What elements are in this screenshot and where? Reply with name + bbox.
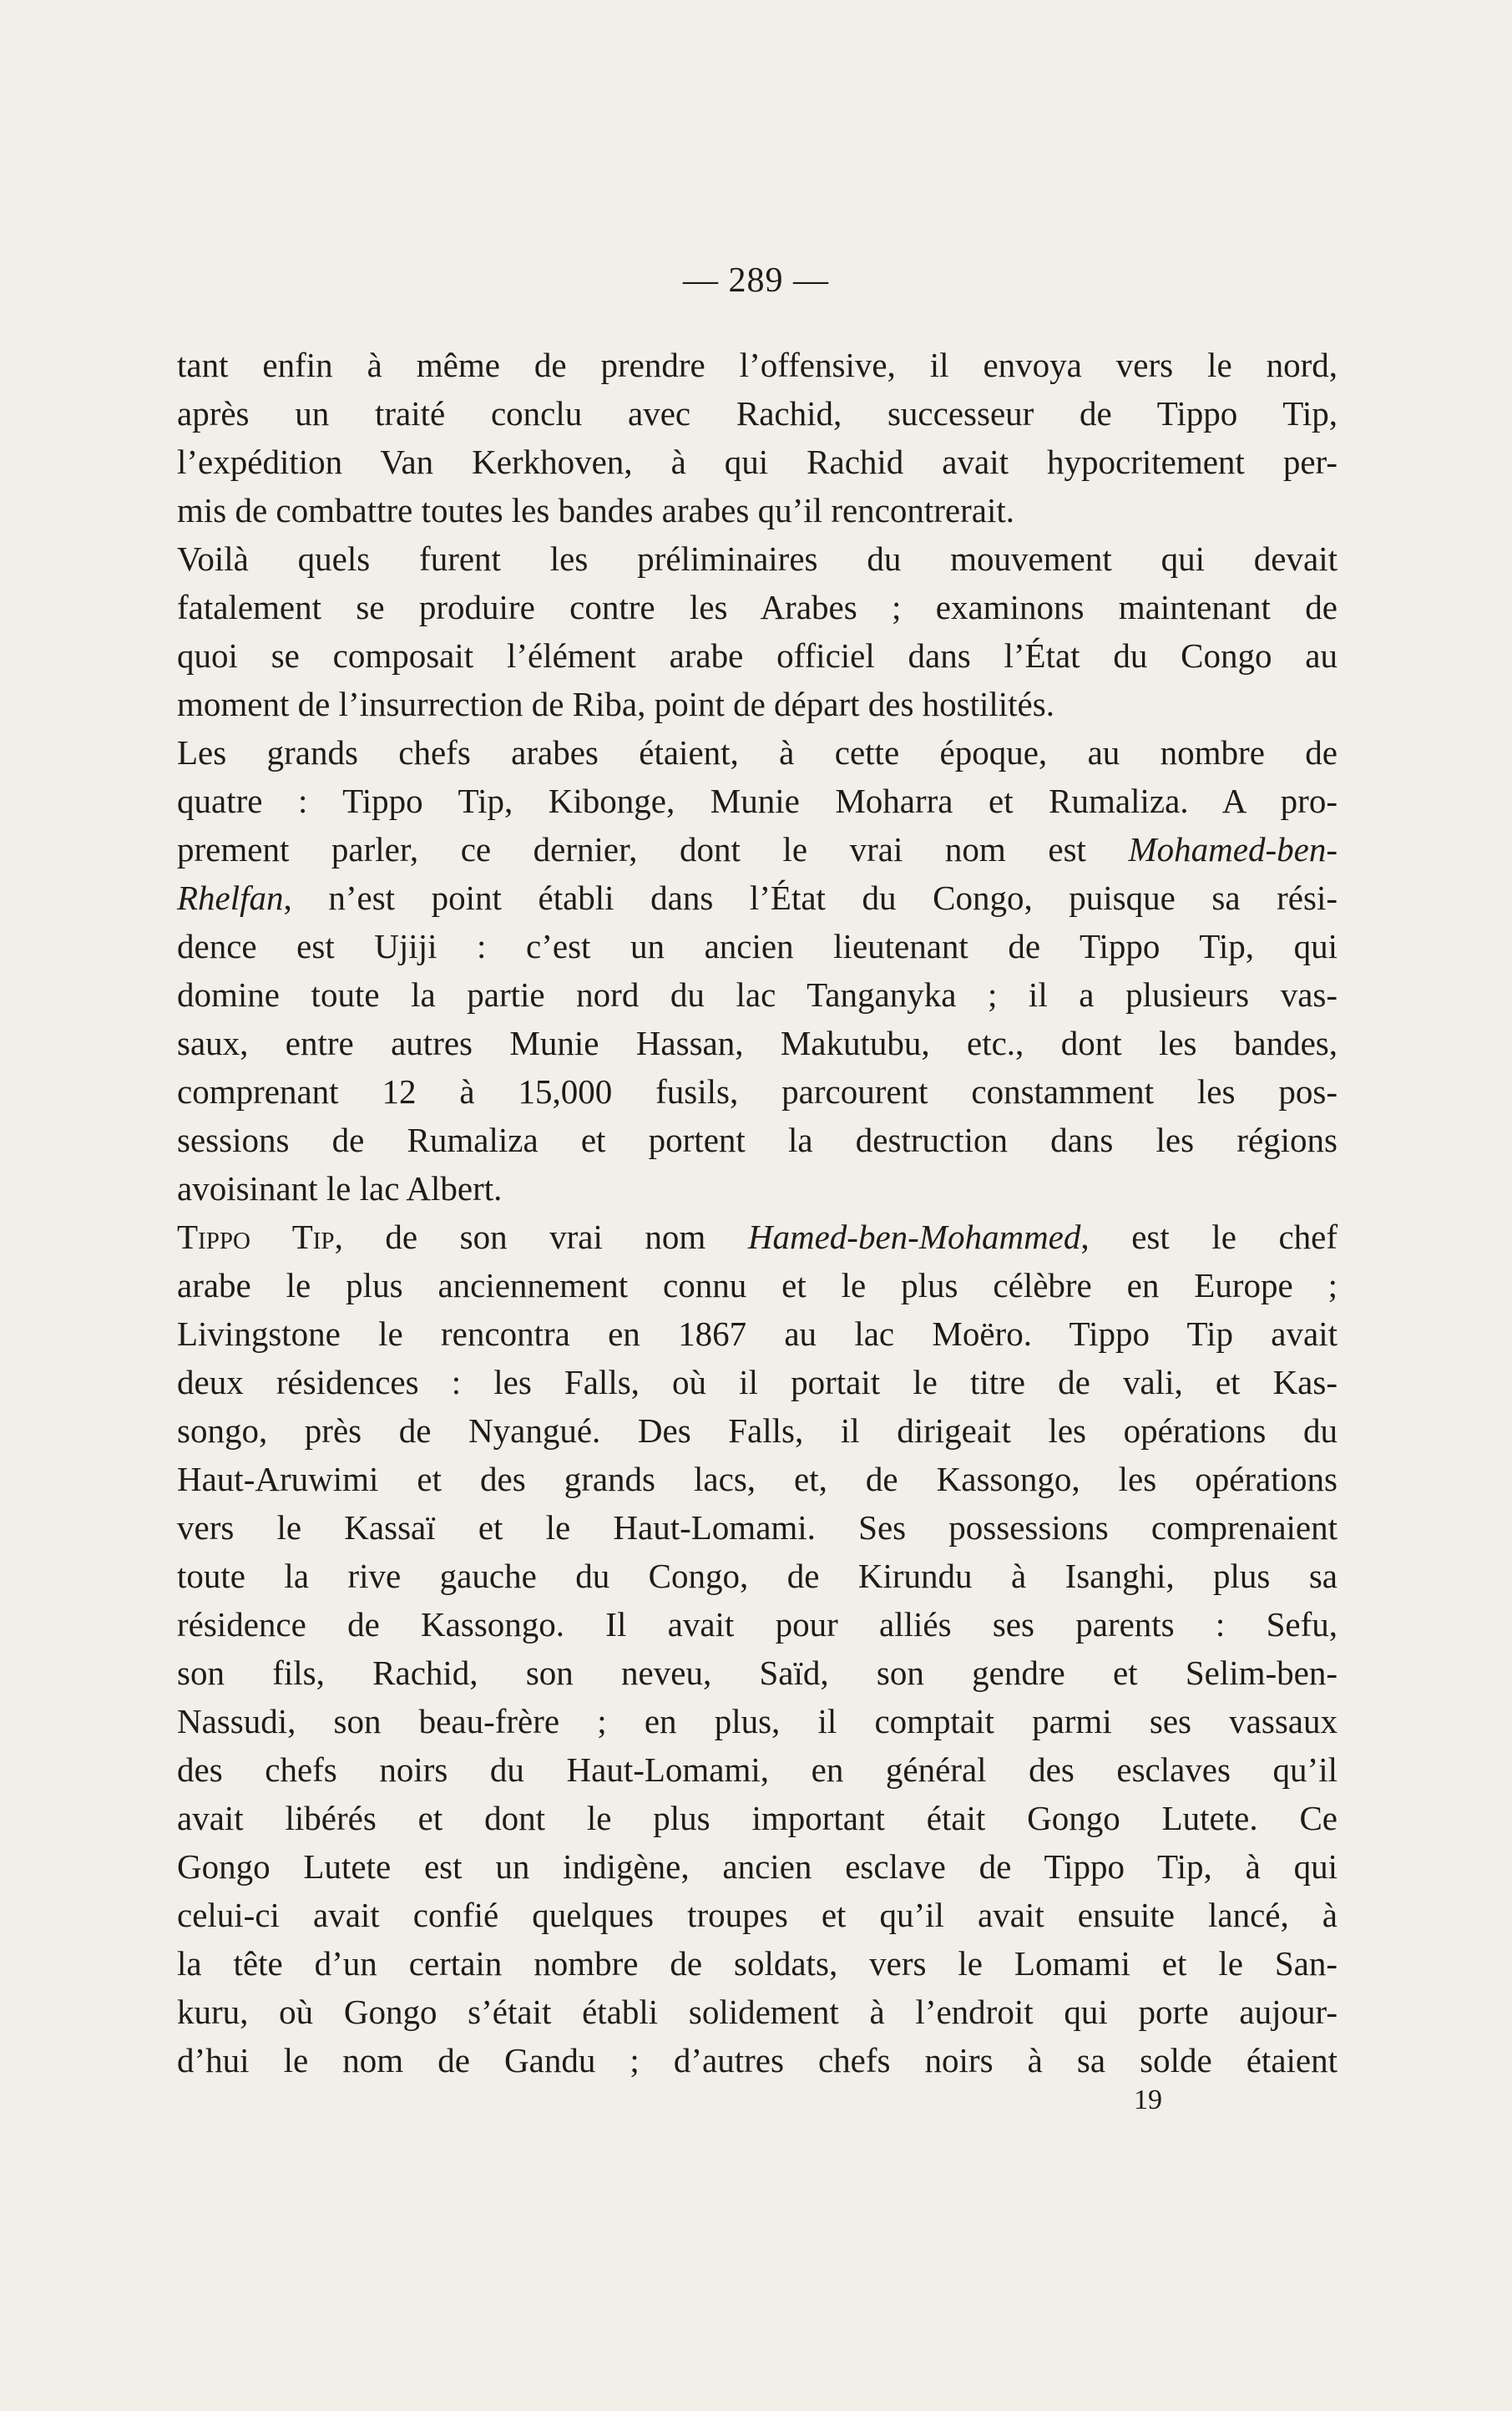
page-number: — 289 — <box>683 261 829 300</box>
text-line: vers le Kassaï et le Haut-Lomami. Ses possessions comprenaient <box>177 1508 1338 1547</box>
text-line: moment de l’insurrection de Riba, point de départ des hostilités. <box>177 685 1054 723</box>
text-line: l’expédition Van Kerkhoven, à qui Rachid avait hypocritement per- <box>177 443 1338 481</box>
text-line: comprenant 12 à 15,000 fusils, parcourent constamment les pos- <box>177 1072 1338 1111</box>
text-span: , de son vrai nom <box>334 1218 748 1256</box>
text-line <box>177 534 1338 583</box>
text-line: Haut-Aruwimi et des grands lacs, et, de Kassongo, les opérations <box>177 1460 1338 1498</box>
text-line: Gongo Lutete est un indigène, ancien esclave de Tippo Tip, à qui <box>177 1847 1338 1886</box>
italic-name: Rhelfan <box>177 879 284 917</box>
text-line: la tête d’un certain nombre de soldats, vers le Lomami et le San- <box>177 1944 1338 1983</box>
text-line <box>177 874 1338 922</box>
text-span: prement parler, ce dernier, dont le vrai nom est <box>177 830 1129 869</box>
text-line <box>177 1213 1338 1261</box>
text-line <box>177 825 1338 874</box>
text-line: tant enfin à même de prendre l’offensive, il envoya vers le nord, <box>177 346 1338 384</box>
small-caps-name: Tippo Tip <box>177 1218 335 1256</box>
text-line: mis de combattre toutes les bandes arabes qu’il rencontrerait. <box>177 491 1014 529</box>
text-line: deux résidences : les Falls, où il portait le titre de vali, et Kas- <box>177 1363 1338 1401</box>
text-line: Les grands chefs arabes étaient, à cette époque, au nombre de <box>177 733 1338 772</box>
text-line: quatre : Tippo Tip, Kibonge, Munie Moharra et Rumaliza. A pro- <box>177 782 1338 820</box>
text-line: Livingstone le rencontra en 1867 au lac Moëro. Tippo Tip avait <box>177 1314 1338 1353</box>
text-line: d’hui le nom de Gandu ; d’autres chefs noirs à sa solde étaient <box>177 2041 1338 2079</box>
text-line: avait libérés et dont le plus important était Gongo Lutete. Ce <box>177 1799 1338 1837</box>
italic-name: Hamed-ben-Mohammed <box>747 1218 1081 1256</box>
text-line: son fils, Rachid, son neveu, Saïd, son gendre et Selim-ben- <box>177 1654 1338 1692</box>
text-line: celui-ci avait confié quelques troupes et qu’il avait ensuite lancé, à <box>177 1896 1338 1934</box>
text-line: songo, près de Nyangué. Des Falls, il dirigeait les opérations du <box>177 1411 1338 1450</box>
text-line: quoi se composait l’élément arabe officiel dans l’État du Congo au <box>177 636 1338 675</box>
text-line: kuru, où Gongo s’était établi solidement à l’endroit qui porte aujour- <box>177 1993 1338 2031</box>
text-line: Nassudi, son beau-frère ; en plus, il comptait parmi ses vassaux <box>177 1702 1338 1740</box>
text-line: toute la rive gauche du Congo, de Kirundu à Isanghi, plus sa <box>177 1557 1338 1595</box>
text-line: après un traité conclu avec Rachid, successeur de Tippo Tip, <box>177 394 1338 433</box>
text-span: Voilà quels furent les préliminaires du mouvement qui devait <box>177 539 1338 578</box>
text-line: saux, entre autres Munie Hassan, Makutubu, etc., dont les bandes, <box>177 1024 1338 1062</box>
text-line: sessions de Rumaliza et portent la destruction dans les régions <box>177 1121 1338 1159</box>
body-text <box>177 341 1338 2084</box>
italic-name: Mohamed-ben- <box>1128 830 1338 869</box>
text-line: des chefs noirs du Haut-Lomami, en général des esclaves qu’il <box>177 1750 1338 1789</box>
text-line: fatalement se produire contre les Arabes ; examinons maintenant de <box>177 588 1338 626</box>
text-line: avoisinant le lac Albert. <box>177 1169 503 1208</box>
text-line: domine toute la partie nord du lac Tanganyka ; il a plusieurs vas- <box>177 975 1338 1014</box>
text-line: dence est Ujiji : c’est un ancien lieutenant de Tippo Tip, qui <box>177 927 1338 965</box>
text-span: , est le chef <box>1080 1218 1338 1256</box>
text-span: , n’est point établi dans l’État du Congo, puisque sa rési- <box>283 879 1338 917</box>
text-line: résidence de Kassongo. Il avait pour alliés ses parents : Sefu, <box>177 1605 1338 1644</box>
text-line: arabe le plus anciennement connu et le plus célèbre en Europe ; <box>177 1266 1338 1304</box>
signature-mark: 19 <box>1134 2084 1162 2115</box>
